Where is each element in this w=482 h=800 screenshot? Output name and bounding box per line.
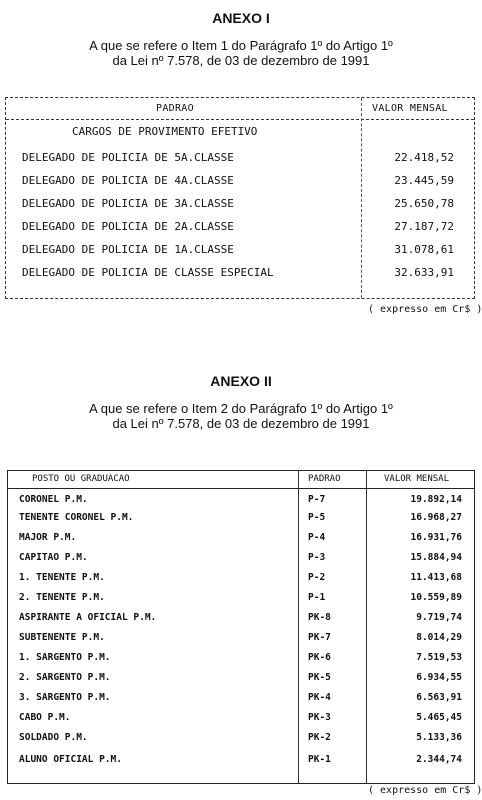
row-label: TENENTE CORONEL P.M. (19, 512, 134, 523)
row-label: DELEGADO DE POLICIA DE 3A.CLASSE (22, 197, 234, 210)
table-row (8, 509, 474, 527)
header-padrao: PADRAO (308, 474, 341, 484)
row-padrao: PK-5 (308, 672, 331, 683)
section-heading: CARGOS DE PROVIMENTO EFETIVO (72, 125, 258, 138)
row-label: DELEGADO DE POLICIA DE CLASSE ESPECIAL (22, 266, 274, 279)
row-label: DELEGADO DE POLICIA DE 4A.CLASSE (22, 174, 234, 187)
table-row (8, 569, 474, 587)
annex1-subtitle-line2: da Lei nº 7.578, de 03 de dezembro de 1991 (112, 53, 370, 68)
row-padrao: PK-2 (308, 732, 331, 743)
annex2-subtitle-line2: da Lei nº 7.578, de 03 de dezembro de 1991 (112, 416, 370, 431)
table-row (6, 239, 474, 262)
row-label: ASPIRANTE A OFICIAL P.M. (19, 612, 157, 623)
table-row (6, 216, 474, 239)
annex2-table (7, 470, 475, 784)
row-value: 27.187,72 (394, 220, 454, 233)
row-label: 1. SARGENTO P.M. (19, 652, 111, 663)
table-row (8, 609, 474, 627)
row-label: SUBTENENTE P.M. (19, 632, 105, 643)
currency-note: ( expresso em Cr$ ) (368, 304, 482, 315)
row-label: SOLDADO P.M. (19, 732, 88, 743)
row-value: 31.078,61 (394, 243, 454, 256)
row-padrao: P-2 (308, 572, 326, 583)
header-padrao: PADRAO (156, 103, 194, 114)
table-row (8, 649, 474, 667)
table-header-divider (8, 488, 474, 489)
row-label: DELEGADO DE POLICIA DE 2A.CLASSE (22, 220, 234, 233)
row-value: 16.968,27 (410, 512, 462, 523)
row-label: DELEGADO DE POLICIA DE 5A.CLASSE (22, 151, 234, 164)
row-label: CAPITAO P.M. (19, 552, 88, 563)
row-value: 8.014,29 (416, 632, 462, 643)
row-padrao: P-1 (308, 592, 326, 603)
row-padrao: PK-6 (308, 652, 331, 663)
row-label: MAJOR P.M. (19, 532, 77, 543)
row-padrao: PK-1 (308, 754, 331, 765)
table-row (8, 729, 474, 747)
row-label: ALUNO OFICIAL P.M. (19, 754, 122, 765)
row-value: 6.934,55 (416, 672, 462, 683)
row-label: 3. SARGENTO P.M. (19, 692, 111, 703)
row-label: 2. TENENTE P.M. (19, 592, 105, 603)
row-value: 16.931,76 (410, 532, 462, 543)
header-posto: POSTO OU GRADUACAO (32, 474, 130, 484)
row-label: CORONEL P.M. (19, 494, 88, 505)
table-row (6, 170, 474, 193)
row-value: 23.445,59 (394, 174, 454, 187)
row-padrao: PK-3 (308, 712, 331, 723)
row-value: 9.719,74 (416, 612, 462, 623)
currency-note: ( expresso em Cr$ ) (368, 785, 482, 796)
row-value: 25.650,78 (394, 197, 454, 210)
row-padrao: P-4 (308, 532, 326, 543)
annex1-subtitle-line1: A que se refere o Item 1 do Parágrafo 1º do Artigo 1º (89, 38, 393, 53)
annex1-title: ANEXO I (212, 10, 270, 26)
row-label: CABO P.M. (19, 712, 71, 723)
row-value: 15.884,94 (410, 552, 462, 563)
row-label: 2. SARGENTO P.M. (19, 672, 111, 683)
header-valor-mensal: VALOR MENSAL (384, 474, 450, 484)
annex2-subtitle-line1: A que se refere o Item 2 do Parágrafo 1º do Artigo 1º (89, 401, 393, 416)
row-value: 10.559,89 (410, 592, 462, 603)
row-padrao: PK-7 (308, 632, 331, 643)
row-value: 5.133,36 (416, 732, 462, 743)
table-row (8, 709, 474, 727)
table-row (8, 589, 474, 607)
row-value: 19.892,14 (410, 494, 462, 505)
table-row (6, 193, 474, 216)
row-padrao: P-3 (308, 552, 326, 563)
table-row (6, 147, 474, 170)
row-label: DELEGADO DE POLICIA DE 1A.CLASSE (22, 243, 234, 256)
row-value: 7.519,53 (416, 652, 462, 663)
table-row (8, 689, 474, 707)
row-padrao: P-7 (308, 494, 326, 505)
table-row (8, 629, 474, 647)
row-value: 32.633,91 (394, 266, 454, 279)
row-value: 22.418,52 (394, 151, 454, 164)
row-value: 2.344,74 (416, 754, 462, 765)
annex1-table (5, 97, 475, 299)
table-row (8, 669, 474, 687)
row-value: 11.413,68 (410, 572, 462, 583)
row-padrao: PK-8 (308, 612, 331, 623)
table-row (8, 751, 474, 769)
row-value: 5.465,45 (416, 712, 462, 723)
row-value: 6.563,91 (416, 692, 462, 703)
table-row (8, 549, 474, 567)
table-row (8, 491, 474, 509)
table-header-divider (6, 119, 474, 120)
header-valor-mensal: VALOR MENSAL (372, 103, 448, 114)
table-row (6, 262, 474, 285)
row-padrao: PK-4 (308, 692, 331, 703)
table-row (8, 529, 474, 547)
row-padrao: P-5 (308, 512, 326, 523)
row-label: 1. TENENTE P.M. (19, 572, 105, 583)
annex2-title: ANEXO II (210, 373, 272, 389)
